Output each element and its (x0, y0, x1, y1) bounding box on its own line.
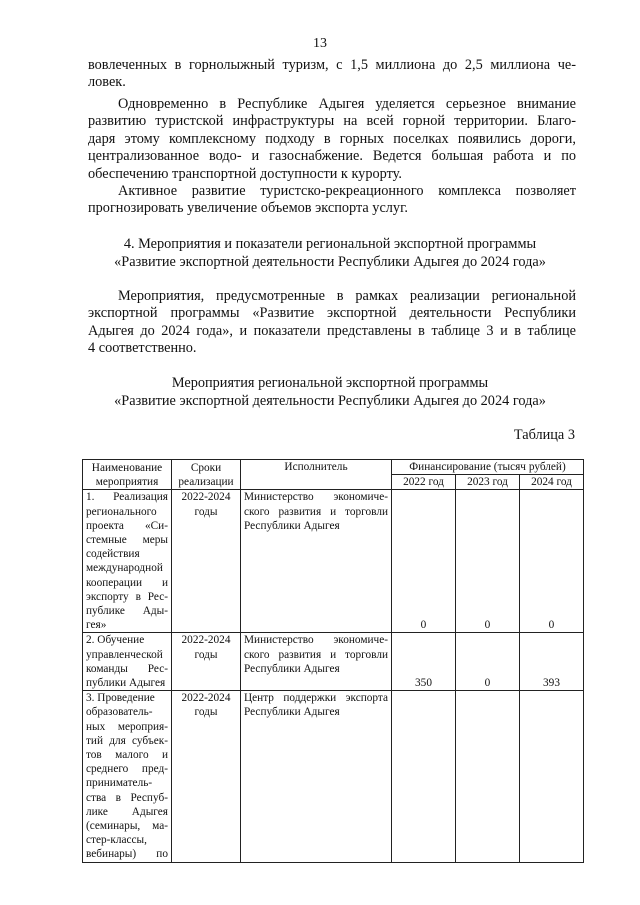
section-heading (60, 235, 600, 271)
text-line: даря этому комплексному подходу в горных поселках появились дороги, (88, 130, 576, 147)
cell-line: Республики Адыгея (244, 706, 340, 719)
cell-line: лике Адыгея (86, 805, 168, 818)
text-line: Активное развитие туристско-рекреационного комплекса позволяет (118, 183, 576, 199)
title-line: «Развитие экспортной деятельности Республики Адыгея до 2024 года» (114, 393, 546, 409)
cell-line: публики Адыгея (86, 677, 166, 690)
text-line: централизованное водо- и газоснабжение. Ведется большая работа и по (88, 148, 576, 165)
header-line: Наименование (91, 461, 163, 474)
cell-line: вебинары) по (86, 848, 168, 861)
table-row (83, 490, 584, 633)
cell-line: тий для субъек- (86, 734, 168, 747)
text-line: прогнозировать увеличение объемов экспорта услуг. (88, 200, 408, 217)
cell-line: гея» (86, 619, 107, 632)
paragraph-1 (88, 57, 576, 92)
cell-line: образователь- (86, 706, 153, 719)
activities-table (82, 459, 584, 863)
cell-2024: 0 (520, 490, 584, 633)
text-line: ловек. (88, 74, 126, 91)
text-line: вовлеченных в горнолыжный туризм, с 1,5 миллиона до 2,5 миллиона че- (88, 57, 576, 73)
cell-line: Министерство экономиче- (244, 634, 388, 647)
cell-line: 2. Обучение (86, 634, 145, 647)
table-row (83, 633, 584, 691)
cell-2024: 393 (520, 633, 584, 691)
cell-line: 1. Реализация (86, 491, 168, 504)
cell-line: управленческой (86, 648, 163, 661)
heading-line: «Развитие экспортной деятельности Республики Адыгея до 2024 года» (114, 254, 546, 270)
cell-name (83, 691, 172, 862)
cell-line: 3. Проведение (86, 692, 155, 705)
paragraph-4 (88, 288, 576, 358)
text-line: Мероприятия, предусмотренные в рамках реализации региональной (118, 288, 576, 304)
text-line: экспортной программы «Развитие экспортной деятельности Республики (88, 305, 576, 322)
cell-line: ных мероприя- (86, 720, 168, 733)
text-line: обеспечению транспортной доступности к курорту. (88, 165, 402, 182)
cell-line: кооперации и (86, 576, 168, 589)
paragraph-2 (88, 96, 576, 183)
cell-line: содействия (86, 548, 140, 561)
cell-2023 (456, 691, 520, 862)
cell-line: Министерство экономиче- (244, 491, 388, 504)
table-label: Таблица 3 (513, 427, 575, 443)
table-row (83, 691, 584, 862)
cell-executor (241, 691, 392, 862)
cell-2024 (520, 691, 584, 862)
cell-name (83, 490, 172, 633)
header-period (172, 460, 241, 490)
header-name (83, 460, 172, 490)
header-year-2023: 2023 год (456, 475, 520, 490)
heading-line: 4. Мероприятия и показатели региональной экспортной программы (123, 236, 537, 252)
cell-line: (семинары, ма- (86, 820, 168, 833)
paragraph-3 (88, 183, 576, 218)
cell-2022: 350 (392, 633, 456, 691)
title-line: Мероприятия региональной экспортной программы (171, 375, 489, 391)
cell-2023: 0 (456, 490, 520, 633)
cell-line: Республики Адыгея (244, 662, 340, 675)
cell-line: Центр поддержки экспорта (244, 692, 388, 705)
cell-line: тов малого и (86, 749, 168, 762)
cell-executor (241, 633, 392, 691)
cell-line: ства в Респуб- (86, 791, 168, 804)
cell-line: среднего пред- (86, 763, 168, 776)
cell-executor (241, 490, 392, 633)
table-header-row (83, 460, 584, 475)
cell-line: ского развития и торговли (244, 505, 388, 518)
cell-line: публике Ады- (86, 605, 168, 618)
text-line: Одновременно в Республике Адыгея уделяется серьезное внимание (118, 96, 576, 112)
cell-name (83, 633, 172, 691)
cell-line: Республики Адыгея (244, 519, 340, 532)
header-year-2022: 2022 год (392, 475, 456, 490)
cell-period: 2022-2024 годы (172, 691, 241, 862)
cell-2023: 0 (456, 633, 520, 691)
text-line: 4 соответственно. (88, 340, 197, 357)
cell-period: 2022-2024 годы (172, 490, 241, 633)
header-line: Сроки (190, 461, 222, 474)
cell-line: международной (86, 562, 163, 575)
cell-line: проекта «Си- (86, 519, 168, 532)
cell-period: 2022-2024 годы (172, 633, 241, 691)
cell-2022: 0 (392, 490, 456, 633)
cell-line: регионального (86, 505, 157, 518)
cell-line: ского развития и торговли (244, 648, 388, 661)
page-number: 13 (313, 36, 327, 51)
cell-2022 (392, 691, 456, 862)
table-title (60, 374, 600, 410)
cell-line: команды Рес- (86, 662, 168, 675)
cell-line: приниматель- (86, 777, 153, 790)
header-year-2024: 2024 год (520, 475, 584, 490)
header-financing: Финансирование (тысяч рублей) (392, 460, 584, 475)
header-line: реализации (178, 475, 234, 488)
cell-line: стер-классы, (86, 834, 147, 847)
cell-line: стемные меры (86, 534, 168, 547)
text-line: развитию туристской инфраструктуры на всей горной территории. Благо- (88, 113, 576, 130)
cell-line: экспорту в Рес- (86, 590, 168, 603)
header-line: мероприятия (95, 475, 159, 488)
text-line: Адыгея до 2024 года», и показатели представлены в таблице 3 и в таблице (88, 322, 576, 339)
header-executor: Исполнитель (241, 460, 392, 490)
